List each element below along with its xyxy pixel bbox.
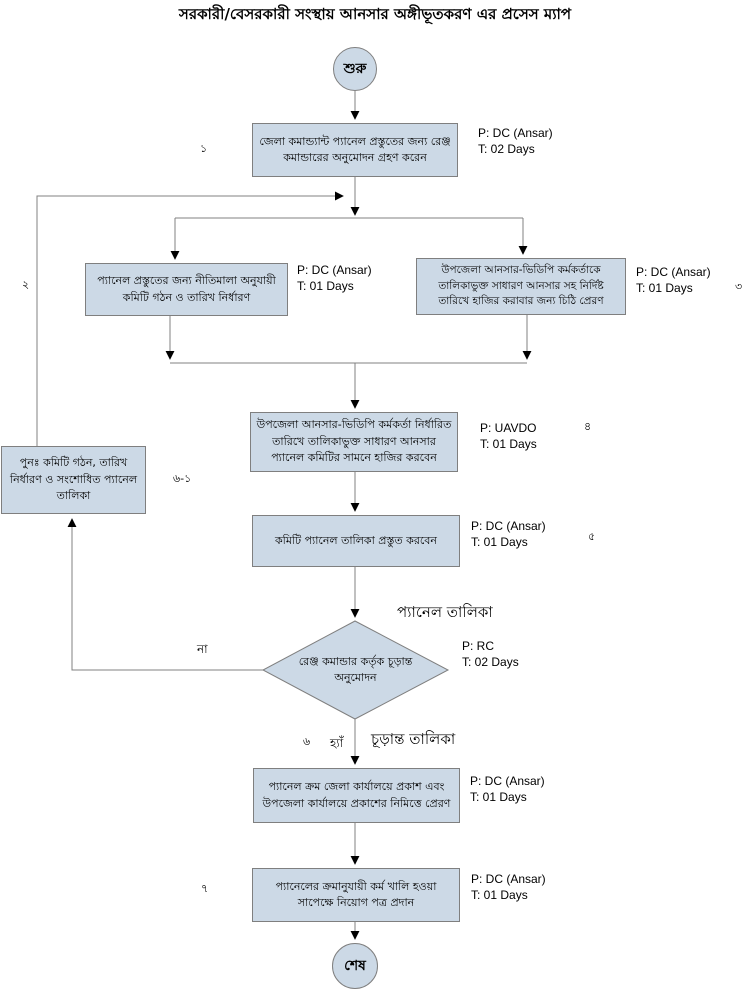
start-terminal <box>333 47 377 91</box>
step3-number: ৩ <box>735 280 743 293</box>
step1-annotation-p: P: DC (Ansar) <box>478 126 553 140</box>
flow-step-5 <box>252 515 460 567</box>
flow-step-6 <box>253 768 460 823</box>
step4-number: ৪ <box>584 420 592 433</box>
flow-step-1 <box>252 123 458 177</box>
step7-annotation <box>471 872 546 903</box>
arrow-decision-no-to-rework <box>72 519 263 670</box>
flow-step-7 <box>252 868 460 922</box>
flow-step-2 <box>85 263 288 316</box>
end-terminal <box>332 943 378 989</box>
decision-number: ৬ <box>303 735 311 748</box>
step7-number: ৭ <box>201 882 209 895</box>
step5-number: ৫ <box>588 530 596 543</box>
flow-step-3 <box>416 258 626 315</box>
edge-label-no: না <box>197 642 208 656</box>
step6-annotation-t: T: 01 Days <box>470 789 527 804</box>
step4-annotation <box>480 421 537 452</box>
flow-step-4 <box>250 412 458 472</box>
arrow-rework-to-mainline <box>37 196 343 446</box>
step6-annotation-p: P: DC (Ansar) <box>470 774 545 788</box>
edge-label-panel-list: প্যানেল তালিকা <box>397 603 493 621</box>
step7-annotation-t: T: 01 Days <box>471 887 528 902</box>
flow-step-2-text: প্যানেল প্রস্তুতের জন্য নীতিমালা অনুযায়ী কমিটি গঠন ও তারিখ নির্ধারণ <box>97 274 276 304</box>
decision-annotation-t: T: 02 Days <box>462 654 519 669</box>
decision-text <box>278 641 433 699</box>
step5-annotation-p: P: DC (Ansar) <box>471 519 546 533</box>
start-label: শুরু <box>343 61 367 77</box>
step6-annotation <box>470 774 545 805</box>
step1-annotation-t: T: 02 Days <box>478 141 535 156</box>
step3-annotation <box>636 265 711 296</box>
step1-annotation <box>478 126 553 157</box>
step3-annotation-t: T: 01 Days <box>636 280 693 295</box>
flow-step-4-text: উপজেলা আনসার-ভিডিপি কর্মকর্তা নির্ধারিত তারিখে তালিকাভুক্ত সাধারণ আনসার প্যানেল কমিটির সামনে হাজির করবেন <box>256 418 452 465</box>
step5-annotation-t: T: 01 Days <box>471 534 528 549</box>
edge-label-yes: হ্যাঁ <box>330 736 344 750</box>
flow-step-5-text: কমিটি প্যানেল তালিকা প্রস্তুত করবেন <box>274 533 437 547</box>
flow-step-6-text: প্যানেল ক্রম জেলা কার্যালয়ে প্রকাশ এবং উপজেলা কার্যালয়ে প্রকাশের নিমিত্তে প্রেরণ <box>262 780 451 810</box>
step4-annotation-t: T: 01 Days <box>480 436 537 451</box>
rework-box-text: পুনঃ কমিটি গঠন, তারিখ নির্ধারণ ও সংশোধিত প্যানেল তালিকা <box>9 456 138 503</box>
step2-annotation <box>297 263 372 294</box>
rework-box <box>1 446 146 514</box>
step2-annotation-t: T: 01 Days <box>297 278 354 293</box>
end-label: শেষ <box>344 958 366 974</box>
decision-annotation <box>462 639 519 670</box>
step2-number: ২ <box>22 278 30 291</box>
flow-step-3-text: উপজেলা আনসার-ভিডিপি কর্মকর্তাকে তালিকাভুক্ত সাধারণ আনসার সহ নির্দিষ্ট তারিখে হাজির করাবার জন্য চিঠি প্রেরণ <box>438 263 604 308</box>
edge-label-final-list: চূড়ান্ত তালিকা <box>371 730 456 748</box>
rework-number: ৬-১ <box>173 472 192 485</box>
diagram-title: সরকারী/বেসরকারী সংস্থায় আনসার অঙ্গীভূতকরণ এর প্রসেস ম্যাপ <box>178 5 572 23</box>
step4-annotation-p: P: UAVDO <box>480 421 537 435</box>
flow-step-1-text: জেলা কমান্ড্যান্ট প্যানেল প্রস্তুতের জন্য রেঞ্জ কমান্ডারের অনুমোদন গ্রহণ করেন <box>259 134 451 164</box>
step2-annotation-p: P: DC (Ansar) <box>297 263 372 277</box>
decision-text-label: রেঞ্জ কমান্ডার কর্তৃক চূড়ান্ত অনুমোদন <box>298 654 413 684</box>
step5-annotation <box>471 519 546 550</box>
step1-number: ১ <box>200 142 208 155</box>
step3-annotation-p: P: DC (Ansar) <box>636 265 711 279</box>
decision-annotation-p: P: RC <box>462 639 495 653</box>
step7-annotation-p: P: DC (Ansar) <box>471 872 546 886</box>
flow-step-7-text: প্যানেলের ক্রমানুযায়ী কর্ম খালি হওয়া সাপেক্ষে নিয়োগ পত্র প্রদান <box>275 879 437 909</box>
